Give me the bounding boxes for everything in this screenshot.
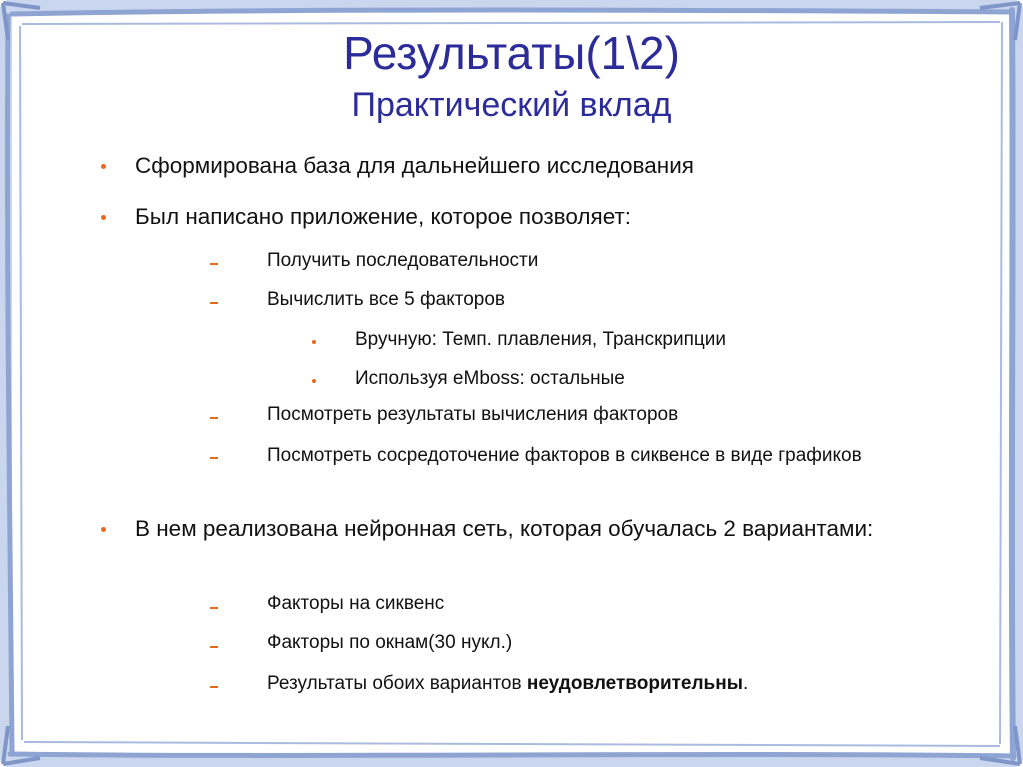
slide-subtitle: Практический вклад <box>351 86 672 124</box>
dash-bullet-icon <box>210 263 218 265</box>
bullet-dot-icon <box>312 379 316 383</box>
sub-bullet-item: Посмотреть сосредоточение факторов в сиквенсе в виде графиков <box>267 445 862 466</box>
dash-bullet-icon <box>210 646 218 648</box>
bullet-item: Был написано приложение, которое позволяет: <box>135 204 632 229</box>
sub-bullet-text: . <box>742 673 749 694</box>
bullet-dot-icon <box>101 215 106 220</box>
dash-bullet-icon <box>210 417 218 419</box>
sub-bullet-text: Результаты обоих вариантов <box>267 673 527 694</box>
sub-bullet-item: Получить последовательности <box>267 250 539 271</box>
sub-bullet-item: Факторы по окнам(30 нукл.) <box>267 632 513 653</box>
sub-bullet-item: Факторы на сиквенс <box>267 593 445 614</box>
dash-bullet-icon <box>210 302 218 304</box>
sub-bullet-item: Вычислить все 5 факторов <box>267 289 506 310</box>
dash-bullet-icon <box>210 457 218 459</box>
dash-bullet-icon <box>210 607 218 609</box>
sub-bullet-item: Посмотреть результаты вычисления факторов <box>267 404 679 425</box>
sub-sub-bullet-item: Используя eMboss: остальные <box>355 368 625 389</box>
bullet-item: Сформирована база для дальнейшего исследования <box>135 153 694 178</box>
bullet-item: В нем реализована нейронная сеть, которая обучалась 2 вариантами: <box>135 516 874 541</box>
sub-bullet-item <box>267 672 967 696</box>
bullet-dot-icon <box>101 164 106 169</box>
slide-title: Результаты(1\2) <box>343 27 680 79</box>
bullet-dot-icon <box>312 340 316 344</box>
emphasis-text: неудовлетворительны <box>526 673 743 694</box>
dash-bullet-icon <box>210 686 218 688</box>
bullet-dot-icon <box>101 527 106 532</box>
sub-sub-bullet-item: Вручную: Темп. плавления, Транскрипции <box>355 329 727 350</box>
